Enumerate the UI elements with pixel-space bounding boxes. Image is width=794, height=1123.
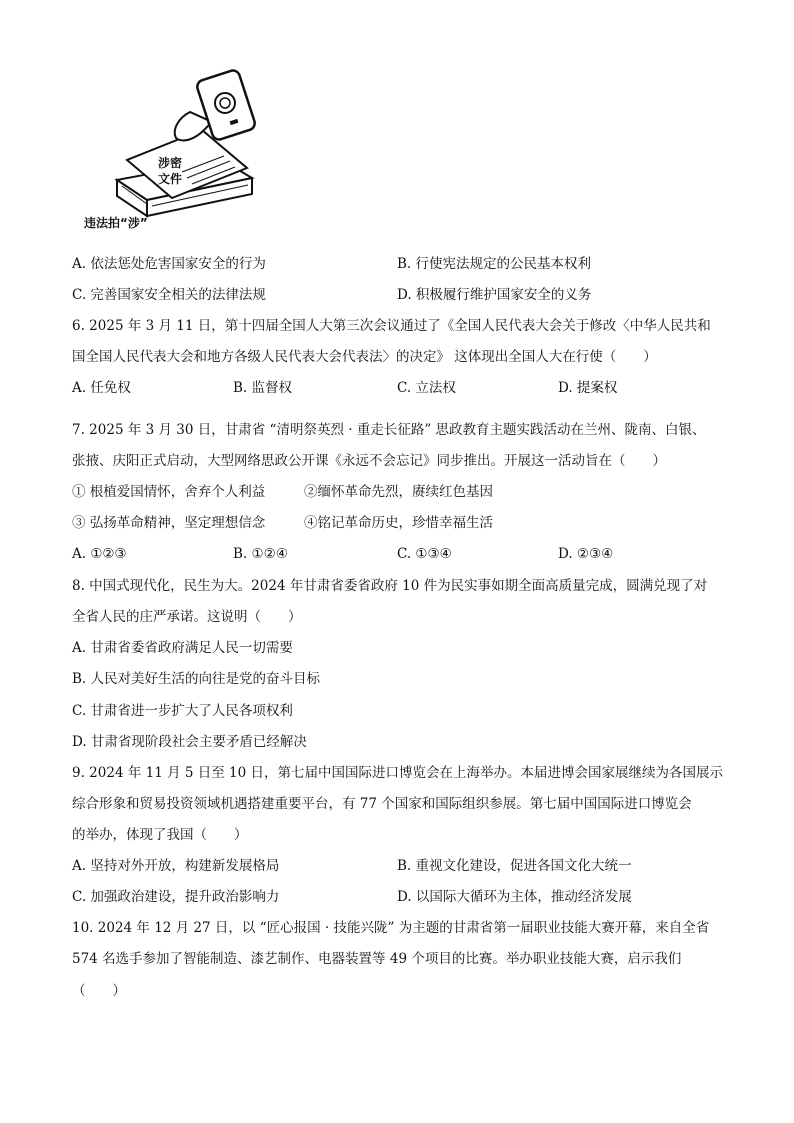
document-label-line1: 涉密 bbox=[158, 156, 183, 170]
q9-option-c: C. 加强政治建设，提升政治影响力 bbox=[72, 889, 280, 905]
q8-option-a: A. 甘肃省委省政府满足人民一切需要 bbox=[72, 640, 293, 656]
q10-stem-line1: 10. 2024 年 12 月 27 日，以 “匠心报国 · 技能兴陇” 为主题的甘肃省第一届职业技能大赛开幕，来自全省 bbox=[72, 920, 710, 936]
figure-caption: 违法拍“涉” bbox=[84, 216, 148, 230]
q7-option-a: A. ①②③ bbox=[72, 546, 127, 562]
q8-option-b: B. 人民对美好生活的向往是党的奋斗目标 bbox=[72, 671, 321, 687]
q7-statement-4: ④铭记革命历史，珍惜幸福生活 bbox=[304, 515, 493, 531]
document-label-line2: 文件 bbox=[158, 172, 183, 186]
q9-stem-line1: 9. 2024 年 11 月 5 日至 10 日，第七届中国国际进口博览会在上海举办。本届进博会国家展继续为各国展示 bbox=[72, 765, 724, 781]
q7-statement-3: ③ 弘扬革命精神，坚定理想信念 bbox=[72, 515, 266, 531]
q6-option-d: D. 提案权 bbox=[558, 380, 618, 396]
q7-statement-2: ②缅怀革命先烈，赓续红色基因 bbox=[304, 484, 493, 500]
q10-stem-line3: （ ） bbox=[72, 983, 126, 999]
q6-option-b: B. 监督权 bbox=[233, 380, 293, 396]
q7-stem-line1: 7. 2025 年 3 月 30 日，甘肃省 “清明祭英烈 · 重走长征路” 思政教育主题实践活动在兰州、陇南、白银、 bbox=[72, 422, 706, 438]
q7-statement-1: ① 根植爱国情怀，舍弃个人利益 bbox=[72, 484, 266, 500]
q5-option-c: C. 完善国家安全相关的法律法规 bbox=[72, 287, 266, 303]
q5-option-a: A. 依法惩处危害国家安全的行为 bbox=[72, 256, 266, 272]
q6-stem-line1: 6. 2025 年 3 月 11 日，第十四届全国人大第三次会议通过了《全国人民代表大会关于修改〈中华人民共和 bbox=[72, 318, 711, 334]
q7-option-b: B. ①②④ bbox=[233, 546, 288, 562]
q9-option-a: A. 坚持对外开放，构建新发展格局 bbox=[72, 858, 280, 874]
q7-option-d: D. ②③④ bbox=[558, 546, 614, 562]
q8-stem-line1: 8. 中国式现代化，民生为大。2024 年甘肃省委省政府 10 件为民实事如期全面高质量完成，圆满兑现了对 bbox=[72, 578, 708, 594]
q8-stem-line2: 全省人民的庄严承诺。这说明（ ） bbox=[72, 609, 302, 625]
q7-option-c: C. ①③④ bbox=[397, 546, 452, 562]
q8-option-d: D. 甘肃省现阶段社会主要矛盾已经解决 bbox=[72, 734, 307, 750]
q9-option-d: D. 以国际大循环为主体，推动经济发展 bbox=[397, 889, 632, 905]
q5-option-b: B. 行使宪法规定的公民基本权利 bbox=[397, 256, 592, 272]
illustration-secret-document-photo bbox=[72, 60, 282, 240]
q9-stem-line3: 的举办，体现了我国（ ） bbox=[72, 827, 248, 843]
q10-stem-line2: 574 名选手参加了智能制造、漆艺制作、电器装置等 49 个项目的比赛。举办职业技能大赛，启示我们 bbox=[72, 951, 682, 967]
q9-stem-line2: 综合形象和贸易投资领域机遇搭建重要平台，有 77 个国家和国际组织参展。第七届中国国际进口博览会 bbox=[72, 796, 692, 812]
q9-option-b: B. 重视文化建设，促进各国文化大统一 bbox=[397, 858, 632, 874]
q6-stem-line2: 国全国人民代表大会和地方各级人民代表大会代表法〉的决定》 这体现出全国人大在行使（ ） bbox=[72, 349, 657, 365]
q6-option-c: C. 立法权 bbox=[397, 380, 456, 396]
hand-phone-document-icon bbox=[72, 60, 282, 240]
q8-option-c: C. 甘肃省进一步扩大了人民各项权利 bbox=[72, 703, 293, 719]
q6-option-a: A. 任免权 bbox=[72, 380, 131, 396]
q5-option-d: D. 积极履行维护国家安全的义务 bbox=[397, 287, 592, 303]
q7-stem-line2: 张掖、庆阳正式启动，大型网络思政公开课《永远不会忘记》同步推出。开展这一活动旨在（ ） bbox=[72, 453, 666, 469]
